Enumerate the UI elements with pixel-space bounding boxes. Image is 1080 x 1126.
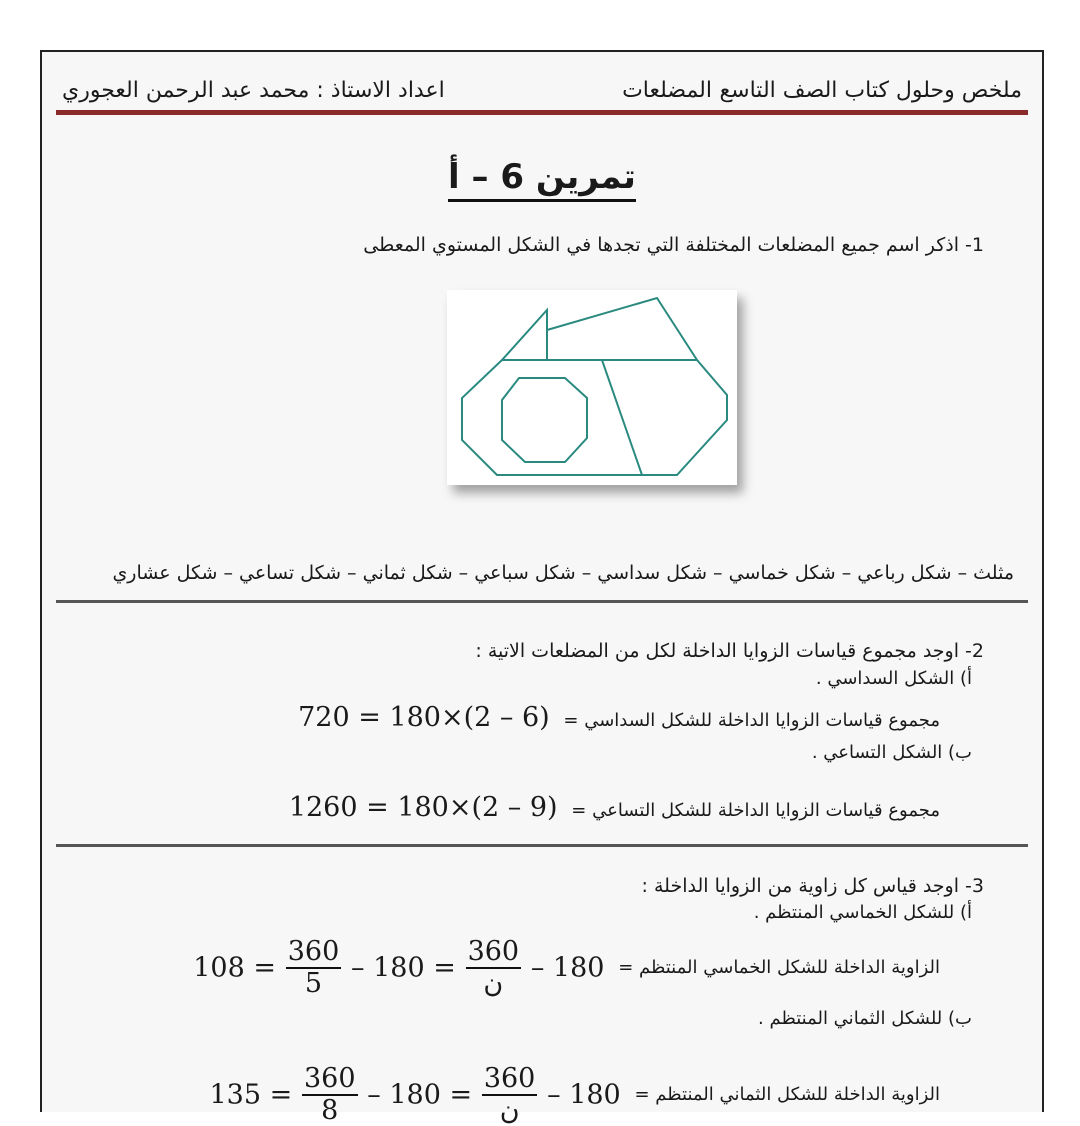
exercise-title: تمرين 6 – أ [42,157,1042,202]
question-3a-label: أ) للشكل الخماسي المنتظم . [753,902,972,923]
pentagon-fraction-2: $\frac{360}{\text{ن}}$ [467,936,520,999]
octagon-minus-1: – 180 = [367,1079,473,1111]
section-divider-2 [56,844,1028,847]
octagon-fraction-2: $\frac{360}{\text{ن}}$ [483,1063,536,1126]
octagon-minus-2: – 180 [547,1079,621,1111]
header-book-title: ملخص وحلول كتاب الصف التاسع [719,78,1022,103]
answer-1: مثلث – شكل رباعي – شكل خماسي – شكل سداسي – شكل سباعي – شكل ثماني – شكل تساعي – شكل عشاري [112,562,1014,584]
section-divider-1 [56,600,1028,603]
question-1: 1- اذكر اسم جميع المضلعات المختلفة التي تجدها في الشكل المستوي المعطى [363,234,984,256]
formula-nonagon-text: مجموع قياسات الزوايا الداخلة للشكل التساعي = [571,800,940,821]
question-2a-label: أ) الشكل السداسي . [815,668,972,689]
formula-pentagon-math [193,937,604,999]
octagon-result: 135 = [209,1079,293,1111]
octagon-fraction-1: $\frac{360}{8}$ [303,1063,356,1126]
pentagon-minus-2: – 180 [530,952,605,984]
formula-octagon [210,1064,941,1126]
question-3: 3- اوجد قياس كل زاوية من الزوايا الداخلة : [641,875,984,897]
formula-octagon-text: الزاوية الداخلة للشكل الثماني المنتظم = [634,1084,940,1105]
formula-octagon-math [210,1064,621,1126]
pentagon-fraction-1: $\frac{360}{5}$ [287,936,340,999]
header-divider [56,110,1028,115]
pentagon-result: 108 = [193,952,276,984]
polygon-figure [447,290,737,485]
polygon-figure-drawing [447,290,737,485]
formula-nonagon [289,792,940,823]
formula-hexagon [298,702,940,733]
header-author: اعداد الاستاذ : محمد عبد الرحمن العجوري [62,78,445,103]
pentagon-minus-1: – 180 = [351,952,456,984]
formula-pentagon-text: الزاوية الداخلة للشكل الخماسي المنتظم = [618,957,940,978]
question-2: 2- اوجد مجموع قياسات الزوايا الداخلة لكل من المضلعات الاتية : [475,640,984,662]
formula-hexagon-math: 720 = 180×(2 – 6) [298,702,550,733]
formula-nonagon-math: 1260 = 180×(2 – 9) [288,792,558,823]
question-2b-label: ب) الشكل التساعي . [811,742,972,763]
header-topic: المضلعات [622,78,712,103]
page-header [42,72,1042,112]
worksheet-page [40,50,1044,1126]
formula-pentagon [193,937,940,999]
formula-hexagon-text: مجموع قياسات الزوايا الداخلة للشكل السداسي = [563,710,940,731]
question-3b-label: ب) للشكل الثماني المنتظم . [758,1008,972,1029]
